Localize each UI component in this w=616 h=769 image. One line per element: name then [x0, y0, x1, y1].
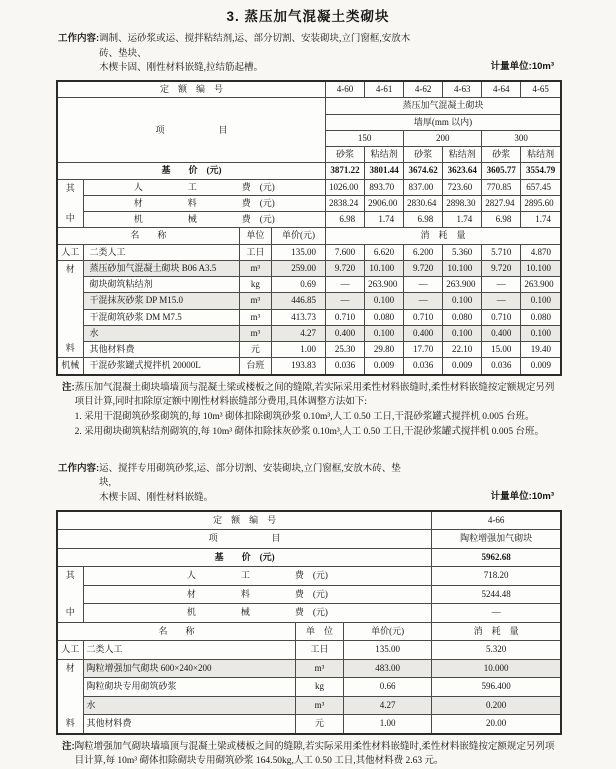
work-content-label: 工作内容: — [58, 33, 100, 44]
base-price-value: 3871.22 — [326, 163, 365, 179]
thickness-value: 150 — [326, 130, 404, 146]
resource-price: 413.73 — [271, 309, 325, 325]
labor-cost-value: 770.85 — [482, 179, 521, 195]
consumption-value: 0.080 — [521, 309, 561, 325]
labor-resource-row — [57, 244, 561, 260]
labor-resource-row — [57, 641, 561, 660]
base-price-value: 5962.68 — [432, 548, 561, 567]
resource-name: 陶粒砌块专用砌筑砂浆 — [83, 678, 295, 697]
machine-cost-label: 机 械 费 (元) — [83, 604, 432, 623]
consumption-value: 0.400 — [482, 325, 521, 341]
resource-price: 0.69 — [271, 277, 325, 293]
machine-cost-value: 1.74 — [365, 212, 404, 228]
resource-price: 0.66 — [344, 678, 432, 697]
consumption-value: 0.100 — [443, 325, 482, 341]
resource-name: 干混抹灰砂浆 DP M15.0 — [83, 293, 239, 309]
item-header-cell: 项 目 — [57, 98, 326, 163]
item-header-cell: 项 目 — [57, 530, 432, 549]
thickness-value: 300 — [482, 130, 561, 146]
consumption-header: 消 耗 量 — [432, 622, 561, 641]
base-price-value: 3554.79 — [521, 163, 561, 179]
consumption-value: 0.080 — [443, 309, 482, 325]
consumption-value: 9.720 — [326, 260, 365, 276]
resource-name: 干混砌筑砂浆 DM M7.5 — [83, 309, 239, 325]
consumption-value: 0.710 — [482, 309, 521, 325]
machine-cost-value: 6.98 — [326, 212, 365, 228]
note-block-2 — [62, 740, 562, 769]
unit-price-header: 单价(元) — [271, 228, 325, 244]
category-machine: 机械 — [57, 358, 83, 375]
base-price-value: 3674.62 — [404, 163, 443, 179]
quota-table-1 — [56, 80, 562, 376]
consumption-value: 596.400 — [432, 678, 561, 697]
material-resource-row — [57, 696, 561, 715]
content-area — [56, 32, 562, 769]
category-material-bottom: 料 — [65, 343, 75, 354]
consumption-value: 10.100 — [443, 260, 482, 276]
labor-cost-value: 1026.00 — [326, 179, 365, 195]
section-divider-space — [56, 440, 562, 462]
machine-cost-row — [57, 604, 561, 623]
resource-name: 水 — [83, 325, 239, 341]
labor-cost-value: 837.00 — [404, 179, 443, 195]
work-content-line-1: 调制、运砂浆或运、搅拌粘结剂,运、部分切割、安装砌块,立门窗框,安放木砖、垫块、 — [99, 34, 411, 59]
labor-cost-value: 893.70 — [365, 179, 404, 195]
note-block-1 — [62, 381, 562, 440]
resource-name: 二类人工 — [83, 244, 239, 260]
category-labor: 人工 — [57, 641, 83, 660]
unit-price-header: 单价(元) — [344, 622, 432, 641]
consumption-value: — — [482, 277, 521, 293]
resource-name: 其他材料费 — [83, 715, 295, 734]
note-intro: 蒸压加气混凝土砌块墙墙顶与混凝土梁或楼板之间的缝隙,若实际采用柔性材料嵌缝时,柔性材料嵌缝按定额规定另列项目计算,同时扣除原定额中刚性材料嵌缝部分费用,具体调整方法如下: — [74, 382, 555, 408]
consumption-value: 0.009 — [443, 358, 482, 375]
resource-name: 砌块砌筑粘结剂 — [83, 277, 239, 293]
machine-resource-row — [57, 358, 561, 375]
category-material-bottom: 料 — [65, 718, 75, 729]
consumption-value: 17.70 — [404, 342, 443, 358]
consumption-value: 263.900 — [443, 277, 482, 293]
material-cost-value: 2827.94 — [482, 195, 521, 211]
among-bottom: 中 — [65, 607, 75, 618]
consumption-value: 7.600 — [326, 244, 365, 260]
consumption-value: 25.30 — [326, 342, 365, 358]
base-price-value: 3623.64 — [443, 163, 482, 179]
consumption-value: 10.100 — [521, 260, 561, 276]
consumption-value: 5.320 — [432, 641, 561, 660]
consumption-value: — — [404, 277, 443, 293]
resource-price: 1.00 — [271, 342, 325, 358]
bond-type: 粘结剂 — [365, 147, 404, 163]
machine-cost-value: 1.74 — [443, 212, 482, 228]
quota-code-row — [57, 81, 561, 98]
machine-cost-value: — — [432, 604, 561, 623]
quota-code: 4-61 — [365, 81, 404, 98]
labor-cost-value: 723.60 — [443, 179, 482, 195]
labor-cost-row — [57, 179, 561, 195]
consumption-value: 10.000 — [432, 659, 561, 678]
note-body — [75, 740, 562, 769]
resource-unit: m³ — [239, 325, 271, 341]
machine-cost-value: 6.98 — [404, 212, 443, 228]
measure-unit-label: 计量单位:10m³ — [490, 490, 554, 502]
name-header: 名 称 — [57, 622, 295, 641]
resource-price: 135.00 — [271, 244, 325, 260]
thickness-value: 200 — [404, 130, 482, 146]
resource-name: 其他材料费 — [83, 342, 239, 358]
resource-unit: kg — [239, 277, 271, 293]
bond-type: 粘结剂 — [521, 147, 561, 163]
resource-name: 二类人工 — [83, 641, 295, 660]
quota-code: 4-65 — [521, 81, 561, 98]
consumption-value: 0.710 — [326, 309, 365, 325]
resource-header-row — [57, 228, 561, 244]
material-resource-row — [57, 277, 561, 293]
consumption-value: 6.620 — [365, 244, 404, 260]
consumption-value: 0.100 — [443, 293, 482, 309]
note-item-1: 1. 采用干混砌筑砂浆砌筑的,每 10m³ 砌体扣除砌筑砂浆 0.10m³,人工 0.50 工日,干混砂浆罐式搅拌机 0.005 台班。 — [74, 412, 535, 423]
consumption-value: — — [404, 293, 443, 309]
wall-thickness-header: 墙厚(mm 以内) — [326, 114, 561, 130]
quota-document-page — [0, 5, 616, 767]
material-cost-label: 材 料 费 (元) — [83, 585, 432, 604]
among-top: 其 — [65, 570, 75, 581]
consumption-value: 0.036 — [482, 358, 521, 375]
consumption-value: 5.710 — [482, 244, 521, 260]
name-header: 名 称 — [57, 228, 239, 244]
measure-unit-label: 计量单位:10m³ — [490, 61, 554, 73]
resource-unit: m³ — [239, 293, 271, 309]
category-labor: 人工 — [57, 244, 83, 260]
bond-type: 砂浆 — [482, 147, 521, 163]
material-cost-value: 2895.60 — [521, 195, 561, 211]
material-cost-label: 材 料 费 (元) — [83, 195, 325, 211]
resource-price: 483.00 — [344, 659, 432, 678]
consumption-value: 4.870 — [521, 244, 561, 260]
consumption-value: 10.100 — [365, 260, 404, 276]
resource-name: 水 — [83, 696, 295, 715]
category-material-top: 材 — [65, 263, 75, 274]
material-cost-value: 2830.64 — [404, 195, 443, 211]
consumption-value: 263.900 — [365, 277, 404, 293]
consumption-value: 20.00 — [432, 715, 561, 734]
bond-type: 砂浆 — [404, 147, 443, 163]
base-price-value: 3801.44 — [365, 163, 404, 179]
resource-name: 干混砂浆罐式搅拌机 20000L — [83, 358, 239, 375]
resource-price: 259.00 — [271, 260, 325, 276]
consumption-value: 0.036 — [404, 358, 443, 375]
resource-unit: m³ — [295, 659, 343, 678]
labor-cost-value: 657.45 — [521, 179, 561, 195]
consumption-value: — — [326, 293, 365, 309]
base-price-value: 3605.77 — [482, 163, 521, 179]
unit-header: 单 位 — [295, 622, 343, 641]
resource-unit: kg — [295, 678, 343, 697]
consumption-value: 6.200 — [404, 244, 443, 260]
work-content-line-2: 木楔卡固、刚性材料嵌缝,拉结筋起槽。 — [99, 63, 264, 74]
base-price-row — [57, 163, 561, 179]
material-resource-row — [57, 715, 561, 734]
resource-price: 1.00 — [344, 715, 432, 734]
quota-code: 4-64 — [482, 81, 521, 98]
machine-cost-label: 机 械 费 (元) — [83, 212, 325, 228]
base-price-row — [57, 548, 561, 567]
category-material — [57, 260, 83, 358]
among-top: 其 — [65, 182, 75, 193]
product-group-cell: 蒸压加气混凝土砌块 — [326, 98, 561, 114]
resource-unit: m³ — [239, 260, 271, 276]
quota-code: 4-60 — [326, 81, 365, 98]
resource-header-row — [57, 622, 561, 641]
consumption-value: 0.009 — [365, 358, 404, 375]
consumption-value: 0.100 — [365, 293, 404, 309]
consumption-value: 0.100 — [365, 325, 404, 341]
resource-unit: m³ — [239, 309, 271, 325]
note-intro: 陶粒增强加气砌块墙墙顶与混凝土梁或楼板之间的缝隙,若实际采用柔性材料嵌缝时,柔性材料嵌缝按定额规定另列项目计算,每 10m³ 砌体扣除砌块专用砌筑砂浆 164.50kg,人工 0.50 工日,其他材料费 2.63 元。 — [74, 741, 555, 767]
labor-cost-row — [57, 567, 561, 586]
machine-cost-row — [57, 212, 561, 228]
material-cost-value: 2906.00 — [365, 195, 404, 211]
consumption-value: 0.009 — [521, 358, 561, 375]
resource-unit: m³ — [295, 696, 343, 715]
note-body — [75, 381, 562, 440]
resource-unit: 元 — [239, 342, 271, 358]
material-cost-value: 2898.30 — [443, 195, 482, 211]
consumption-value: 263.900 — [521, 277, 561, 293]
base-price-label: 基 价 (元) — [57, 548, 432, 567]
resource-price: 193.83 — [271, 358, 325, 375]
consumption-value: 0.100 — [521, 293, 561, 309]
labor-cost-value: 718.20 — [432, 567, 561, 586]
consumption-value: 15.00 — [482, 342, 521, 358]
consumption-value: 0.036 — [326, 358, 365, 375]
consumption-value: 5.360 — [443, 244, 482, 260]
consumption-value: 0.400 — [326, 325, 365, 341]
quota-header-cell: 定 额 编 号 — [57, 511, 432, 530]
consumption-value: 0.080 — [365, 309, 404, 325]
work-content-line-2: 木楔卡固、刚性材料嵌缝。 — [99, 492, 214, 503]
work-content-block-2 — [58, 462, 562, 506]
note-label: 注: — [62, 740, 75, 752]
consumption-value: 0.100 — [521, 325, 561, 341]
resource-price: 135.00 — [344, 641, 432, 660]
note-label: 注: — [62, 381, 75, 393]
resource-price: 4.27 — [271, 325, 325, 341]
material-cost-value: 5244.48 — [432, 585, 561, 604]
item-row — [57, 530, 561, 549]
note-item-2: 2. 采用砌块砌筑粘结剂砌筑的,每 10m³ 砌体扣除抹灰砂浆 0.10m³,人工 0.50 工日,干混砂浆罐式搅拌机 0.005 台班。 — [74, 426, 545, 437]
work-content-label: 工作内容: — [58, 462, 100, 474]
material-cost-row — [57, 195, 561, 211]
quota-code: 4-62 — [404, 81, 443, 98]
resource-price: 4.27 — [344, 696, 432, 715]
bond-type: 粘结剂 — [443, 147, 482, 163]
resource-unit: 工日 — [295, 641, 343, 660]
resource-unit: 台班 — [239, 358, 271, 375]
consumption-value: 0.200 — [432, 696, 561, 715]
material-cost-value: 2838.24 — [326, 195, 365, 211]
item-name: 陶粒增强加气砌块 — [432, 530, 561, 549]
work-content-line-1: 运、搅拌专用砌筑砂浆,运、部分切割、安装砌块,立门窗框,安放木砖、垫块, — [99, 463, 401, 489]
quota-code-row — [57, 511, 561, 530]
product-group-row — [57, 98, 561, 114]
work-content-block-1 — [58, 32, 562, 76]
consumption-value: 9.720 — [404, 260, 443, 276]
among-which-label — [57, 179, 83, 228]
unit-header: 单位 — [239, 228, 271, 244]
material-resource-row — [57, 659, 561, 678]
resource-name: 陶粒增强加气砌块 600×240×200 — [83, 659, 295, 678]
resource-unit: 元 — [295, 715, 343, 734]
quota-table-2 — [56, 510, 562, 735]
material-resource-row — [57, 309, 561, 325]
material-resource-row — [57, 678, 561, 697]
material-resource-row — [57, 325, 561, 341]
consumption-value: 22.10 — [443, 342, 482, 358]
consumption-value: 29.80 — [365, 342, 404, 358]
consumption-value: 19.40 — [521, 342, 561, 358]
material-resource-row — [57, 260, 561, 276]
consumption-value: 0.400 — [404, 325, 443, 341]
bond-type: 砂浆 — [326, 147, 365, 163]
labor-cost-label: 人 工 费 (元) — [83, 179, 325, 195]
category-material — [57, 659, 83, 734]
consumption-value: 9.720 — [482, 260, 521, 276]
resource-price: 446.85 — [271, 293, 325, 309]
quota-code: 4-63 — [443, 81, 482, 98]
material-resource-row — [57, 293, 561, 309]
resource-unit: 工日 — [239, 244, 271, 260]
machine-cost-value: 1.74 — [521, 212, 561, 228]
quota-code: 4-66 — [432, 511, 561, 530]
among-which-label — [57, 567, 83, 623]
quota-header-cell: 定 额 编 号 — [57, 81, 326, 98]
base-price-label: 基 价 (元) — [57, 163, 326, 179]
page-title: 3. 蒸压加气混凝土类砌块 — [226, 9, 390, 24]
material-cost-row — [57, 585, 561, 604]
consumption-value: — — [326, 277, 365, 293]
labor-cost-label: 人 工 费 (元) — [83, 567, 432, 586]
consumption-value: 0.710 — [404, 309, 443, 325]
category-material-top: 材 — [65, 662, 75, 673]
resource-name: 蒸压砂加气混凝土砌块 B06 A3.5 — [83, 260, 239, 276]
consumption-header: 消 耗 量 — [326, 228, 561, 244]
material-resource-row — [57, 342, 561, 358]
among-bottom: 中 — [65, 213, 75, 224]
consumption-value: — — [482, 293, 521, 309]
machine-cost-value: 6.98 — [482, 212, 521, 228]
